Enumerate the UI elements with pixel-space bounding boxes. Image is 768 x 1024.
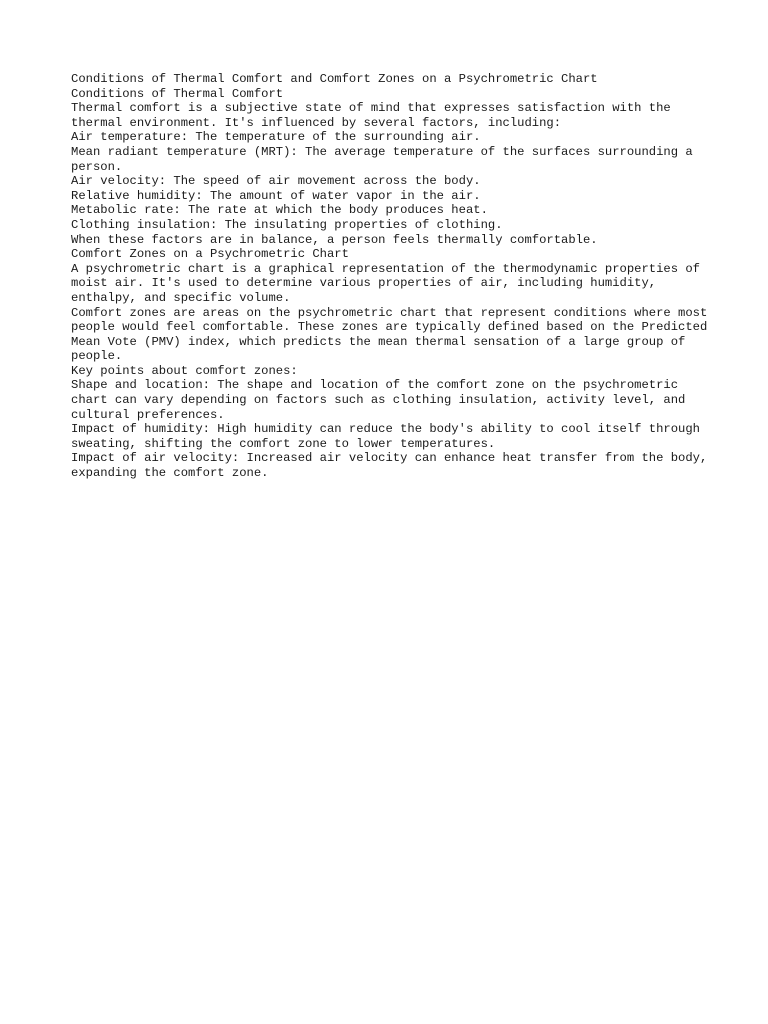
- paragraph-balance: When these factors are in balance, a person feels thermally comfortable.: [71, 232, 598, 247]
- paragraph-psychrometric-chart: A psychrometric chart is a graphical representation of the thermodynamic properties of moist air. It's used to determine various properties of air, including humidity, enthalpy, and specific volume.: [71, 261, 708, 305]
- factor-metabolic-rate: Metabolic rate: The rate at which the body produces heat.: [71, 203, 488, 218]
- factor-mean-radiant-temperature: Mean radiant temperature (MRT): The average temperature of the surfaces surrounding a person.: [71, 144, 700, 174]
- key-point-air-velocity: Impact of air velocity: Increased air velocity can enhance heat transfer from the body, expanding the comfort zone.: [71, 451, 715, 481]
- section-heading-thermal-comfort: Conditions of Thermal Comfort: [71, 86, 284, 101]
- paragraph-comfort-zones: Comfort zones are areas on the psychrometric chart that represent conditions where most people would feel comfortable. These zones are typically defined based on the Predicted Mean Vote (PMV) index, which predicts the mean thermal sensation of a large group of people.: [71, 305, 715, 364]
- factor-relative-humidity: Relative humidity: The amount of water vapor in the air.: [71, 188, 481, 203]
- key-point-humidity: Impact of humidity: High humidity can reduce the body's ability to cool itself through sweating, shifting the comfort zone to lower temperatures.: [71, 422, 708, 451]
- factor-air-temperature: Air temperature: The temperature of the surrounding air.: [71, 130, 481, 145]
- key-point-shape-location: Shape and location: The shape and location of the comfort zone on the psychrometric chart can vary depending on factors such as clothing insulation, activity level, and cultural preferences.: [71, 378, 693, 422]
- factor-air-velocity: Air velocity: The speed of air movement across the body.: [71, 174, 481, 189]
- factor-clothing-insulation: Clothing insulation: The insulating properties of clothing.: [71, 217, 503, 232]
- document-title: Conditions of Thermal Comfort and Comfort Zones on a Psychrometric Chart: [71, 72, 598, 86]
- key-points-heading: Key points about comfort zones:: [71, 363, 298, 378]
- document-body: [71, 72, 715, 481]
- section-heading-comfort-zones: Comfort Zones on a Psychrometric Chart: [71, 247, 349, 262]
- paragraph-thermal-comfort-intro: Thermal comfort is a subjective state of mind that expresses satisfaction with the thermal environment. It's influenced by several factors, including:: [71, 101, 679, 130]
